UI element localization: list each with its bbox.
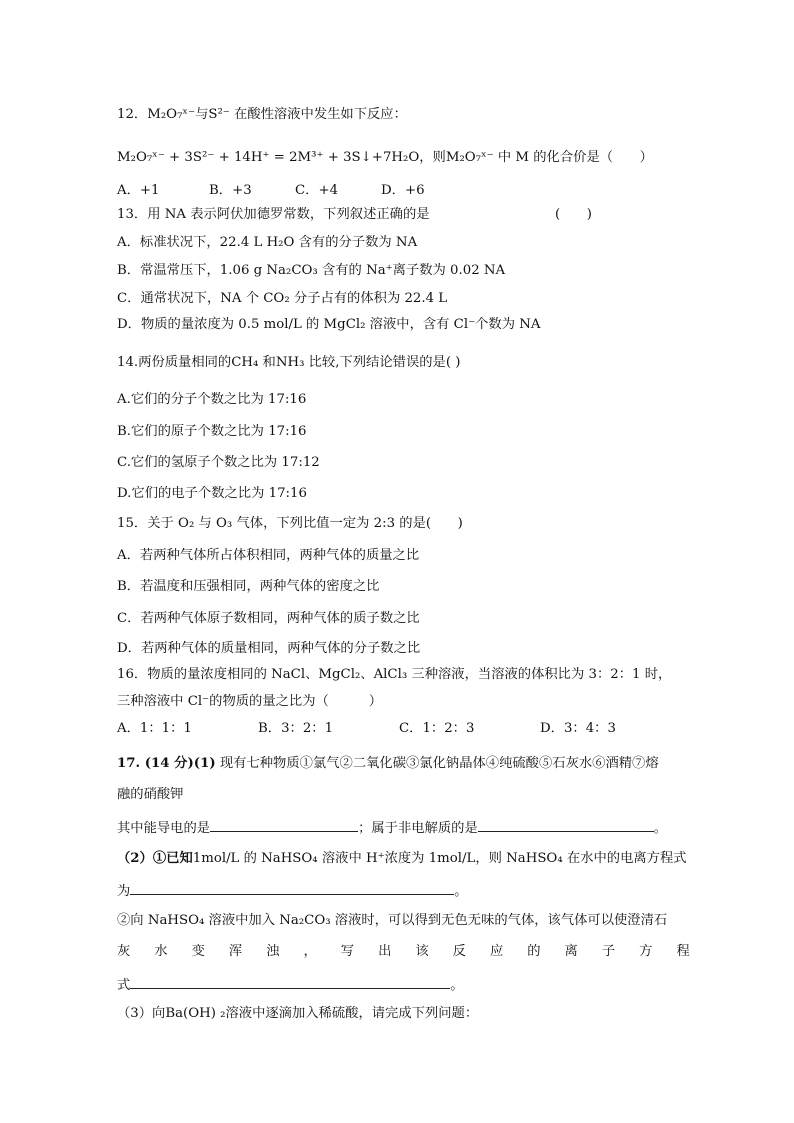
q14-option-d: D.它们的电子个数之比为 17:16 xyxy=(117,486,307,501)
q14-option-a: A.它们的分子个数之比为 17:16 xyxy=(117,392,307,407)
q12-equation: M₂O₇ˣ⁻ + 3S²⁻ + 14H⁺ = 2M³⁺ + 3S↓+7H₂O，则M₂O₇ˣ⁻ 中 M 的化合价是（ ） xyxy=(117,150,653,165)
q14-option-b: B.它们的原子个数之比为 17:16 xyxy=(117,424,307,439)
q12-choice-a: A．+1 xyxy=(117,183,160,198)
q12-stem: 12．M₂O₇ˣ⁻与S²⁻ 在酸性溶液中发生如下反应： xyxy=(117,107,407,122)
q15-option-c: C．若两种气体原子数相同，两种气体的质子数之比 xyxy=(117,611,420,626)
q13-option-d: D．物质的量浓度为 0.5 mol/L 的 MgCl₂ 溶液中，含有 Cl⁻个数为 NA xyxy=(117,317,541,332)
q15-option-a: A．若两种气体所占体积相同，两种气体的质量之比 xyxy=(117,548,420,563)
q13-option-a: A．标准状况下，22.4 L H₂O 含有的分子数为 NA xyxy=(117,235,418,250)
q12-choice-b: B．+3 xyxy=(209,183,252,198)
q13-stem: 13．用 NA 表示阿伏加德罗常数，下列叙述正确的是 ( ) xyxy=(117,207,592,222)
q15-stem: 15．关于 O₂ 与 O₃ 气体，下列比值一定为 2:3 的是( ) xyxy=(117,516,463,531)
answer-blank-conductive[interactable] xyxy=(210,817,358,832)
q13-option-c: C．通常状况下，NA 个 CO₂ 分子占有的体积为 22.4 L xyxy=(117,291,448,306)
q16-choice-d: D．3：4：3 xyxy=(540,721,616,736)
q12-choices xyxy=(117,182,425,200)
q14-stem: 14.两份质量相同的CH₄ 和NH₃ 比较,下列结论错误的是( ) xyxy=(117,355,461,370)
q17-part2b-line-3: 式 。 xyxy=(117,974,464,995)
q17-part2-line-2: 为 。 xyxy=(117,880,468,901)
q16-line-2: 三种溶液中 Cl⁻的物质的量之比为（ ） xyxy=(117,694,383,709)
q17-part2-line-1: （2）①已知1mol/L 的 NaHSO₄ 溶液中 H⁺浓度为 1mol/L，则 NaHSO₄ 在水中的电离方程式 xyxy=(117,851,687,866)
q15-option-d: D．若两种气体的质量相同，两种气体的分子数之比 xyxy=(117,641,421,656)
q13-option-b: B．常温常压下，1.06 g Na₂CO₃ 含有的 Na⁺离子数为 0.02 NA xyxy=(117,263,506,278)
answer-blank-nonelectrolyte[interactable] xyxy=(478,817,654,832)
q17-part2b-line-1: ②向 NaHSO₄ 溶液中加入 Na₂CO₃ 溶液时，可以得到无色无味的气体，该气体可以使澄清石 xyxy=(117,913,668,928)
answer-blank-ionization[interactable] xyxy=(130,880,454,895)
q17-line-2: 融的硝酸钾 xyxy=(117,787,184,802)
q14-option-c: C.它们的氢原子个数之比为 17:12 xyxy=(117,455,320,470)
q16-choice-b: B．3：2：1 xyxy=(258,721,334,736)
q17-heading: 17. (14 分)(1) xyxy=(117,756,216,771)
answer-blank-ionic-equation[interactable] xyxy=(130,974,450,989)
q17-part3: （3）向Ba(OH) ₂溶液中逐滴加入稀硫酸，请完成下列问题： xyxy=(117,1006,479,1021)
q12-choice-c: C．+4 xyxy=(295,183,339,198)
q16-choice-c: C．1：2：3 xyxy=(399,721,475,736)
q17-part2b-line-2: 灰水变浑浊，写出该反应的离子方程 xyxy=(117,944,714,959)
q16-choice-a: A．1：1：1 xyxy=(117,721,192,736)
q17-line-1: 17. (14 分)(1) 现有七种物质①氯气②二氧化碳③氯化钠晶体④纯硫酸⑤石灰水⑥酒精⑦熔 xyxy=(117,756,659,771)
q12-species: M₂O₇ˣ⁻ xyxy=(147,107,196,122)
q16-choices xyxy=(117,720,616,738)
q17-line-3: 其中能导电的是 ；属于非电解质的是 。 xyxy=(117,817,667,838)
q12-choice-d: D．+6 xyxy=(381,183,425,198)
q15-option-b: B．若温度和压强相同，两种气体的密度之比 xyxy=(117,579,380,594)
q16-line-1: 16．物质的量浓度相同的 NaCl、MgCl₂、AlCl₃ 三种溶液，当溶液的体积比为 3：2：1 时， xyxy=(117,667,672,682)
